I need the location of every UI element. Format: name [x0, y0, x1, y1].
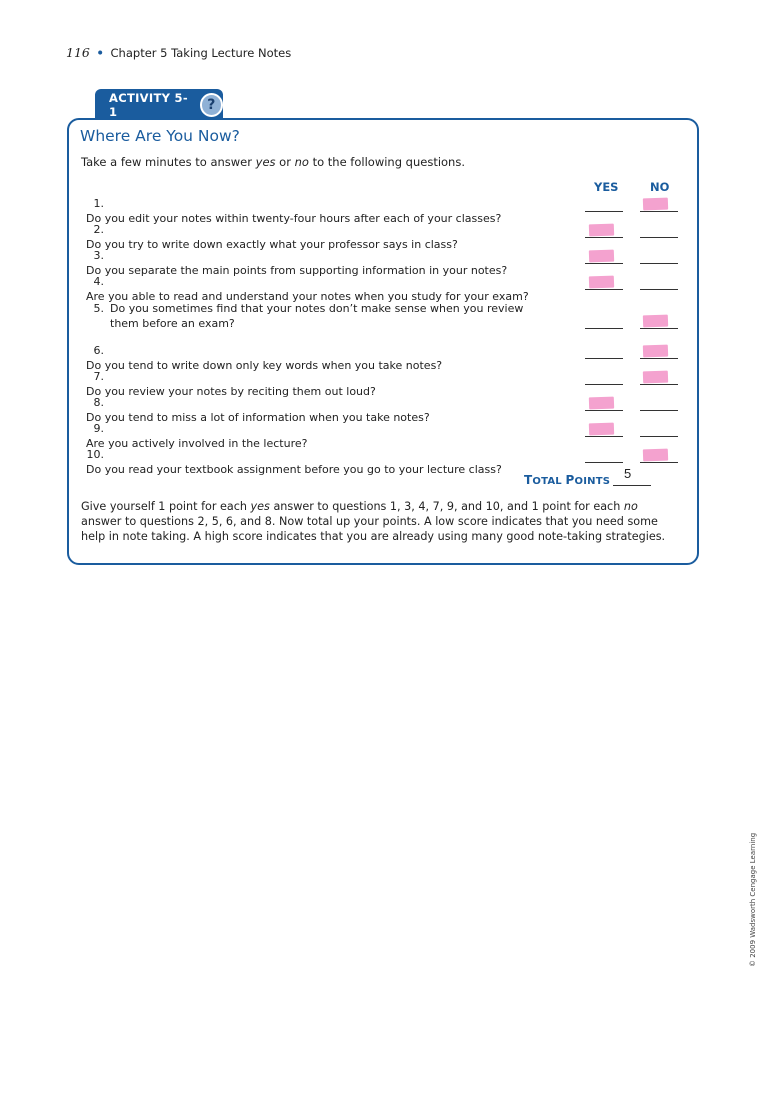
- activity-title: Where Are You Now?: [80, 127, 240, 145]
- no-answer-line[interactable]: [640, 358, 678, 359]
- yes-check-mark: [589, 397, 614, 410]
- no-check-mark: [643, 315, 668, 328]
- no-answer-line[interactable]: [640, 436, 678, 437]
- question-row: [80, 447, 540, 477]
- activity-label: ACTIVITY 5-1: [109, 90, 188, 119]
- question-number: 5.: [93, 302, 104, 315]
- yes-answer-line[interactable]: [585, 358, 623, 359]
- question-mark-icon: ?: [200, 93, 223, 117]
- yes-check-mark: [589, 224, 614, 237]
- yes-answer-line[interactable]: [585, 384, 623, 385]
- copyright-notice: © 2009 Wadsworth Cengage Learning: [749, 832, 757, 967]
- no-check-mark: [643, 198, 668, 211]
- yes-answer-line[interactable]: [585, 237, 623, 238]
- question-text: Do you review your notes by reciting them out loud?: [86, 385, 376, 398]
- yes-answer-line[interactable]: [585, 436, 623, 437]
- copyright-notice-wrap: [749, 832, 759, 1094]
- yes-answer-line[interactable]: [585, 263, 623, 264]
- no-answer-line[interactable]: [640, 289, 678, 290]
- question-number: 4.: [93, 275, 104, 288]
- no-answer-line[interactable]: [640, 263, 678, 264]
- scoring-instructions: Give yourself 1 point for each yes answer to questions 1, 3, 4, 7, 9, and 10, and 1 point for each no answer to questions 2, 5, 6, and 8. Now total up your points. A low score indicates that you need some help in note taking. A high score indicates that you are already using many good note-taking strategies.: [81, 500, 666, 543]
- no-answer-line[interactable]: [640, 328, 678, 329]
- total-points-line: [613, 485, 651, 486]
- question-number: 7.: [93, 370, 104, 383]
- question-number: 9.: [93, 422, 104, 435]
- question-row: [80, 301, 540, 331]
- question-number: 6.: [93, 344, 104, 357]
- yes-check-mark: [589, 250, 614, 263]
- question-text: Do you tend to miss a lot of information when you take notes?: [86, 411, 430, 424]
- yes-check-mark: [589, 276, 614, 289]
- yes-answer-line[interactable]: [585, 462, 623, 463]
- yes-answer-line[interactable]: [585, 289, 623, 290]
- no-answer-line[interactable]: [640, 462, 678, 463]
- page-number: 116: [66, 45, 90, 60]
- question-text: Do you try to write down exactly what your professor says in class?: [86, 238, 458, 251]
- question-number: 3.: [93, 249, 104, 262]
- no-check-mark: [643, 371, 668, 384]
- no-column-header: NO: [650, 180, 670, 194]
- no-answer-line[interactable]: [640, 410, 678, 411]
- yes-answer-line[interactable]: [585, 328, 623, 329]
- question-number: 1.: [93, 197, 104, 210]
- question-text: Do you read your textbook assignment before you go to your lecture class?: [86, 463, 502, 476]
- chapter-title: Chapter 5 Taking Lecture Notes: [110, 46, 292, 60]
- no-answer-line[interactable]: [640, 211, 678, 212]
- question-number: 8.: [93, 396, 104, 409]
- no-answer-line[interactable]: [640, 384, 678, 385]
- no-answer-line[interactable]: [640, 237, 678, 238]
- question-text: Do you separate the main points from supporting information in your notes?: [86, 264, 508, 277]
- bullet: •: [96, 46, 104, 60]
- total-points-label: TOTAL POINTS: [524, 473, 611, 487]
- yes-column-header: YES: [594, 180, 619, 194]
- activity-tab: [95, 89, 223, 120]
- no-check-mark: [643, 345, 668, 358]
- question-text: Do you sometimes find that your notes don’t make sense when you review them before an exam?: [110, 302, 524, 330]
- yes-check-mark: [589, 423, 614, 436]
- yes-answer-line[interactable]: [585, 410, 623, 411]
- no-check-mark: [643, 449, 668, 462]
- question-row: [80, 274, 540, 304]
- yes-answer-line[interactable]: [585, 211, 623, 212]
- question-text: Are you actively involved in the lecture?: [86, 437, 308, 450]
- total-points-value[interactable]: 5: [624, 466, 632, 481]
- question-text: Do you edit your notes within twenty-four hours after each of your classes?: [86, 212, 502, 225]
- question-number: 10.: [86, 448, 104, 461]
- question-text: Do you tend to write down only key words when you take notes?: [86, 359, 443, 372]
- question-number: 2.: [93, 223, 104, 236]
- running-head: [66, 45, 291, 60]
- intro-text: Take a few minutes to answer yes or no to the following questions.: [81, 155, 465, 169]
- question-text: Are you able to read and understand your notes when you study for your exam?: [86, 290, 529, 303]
